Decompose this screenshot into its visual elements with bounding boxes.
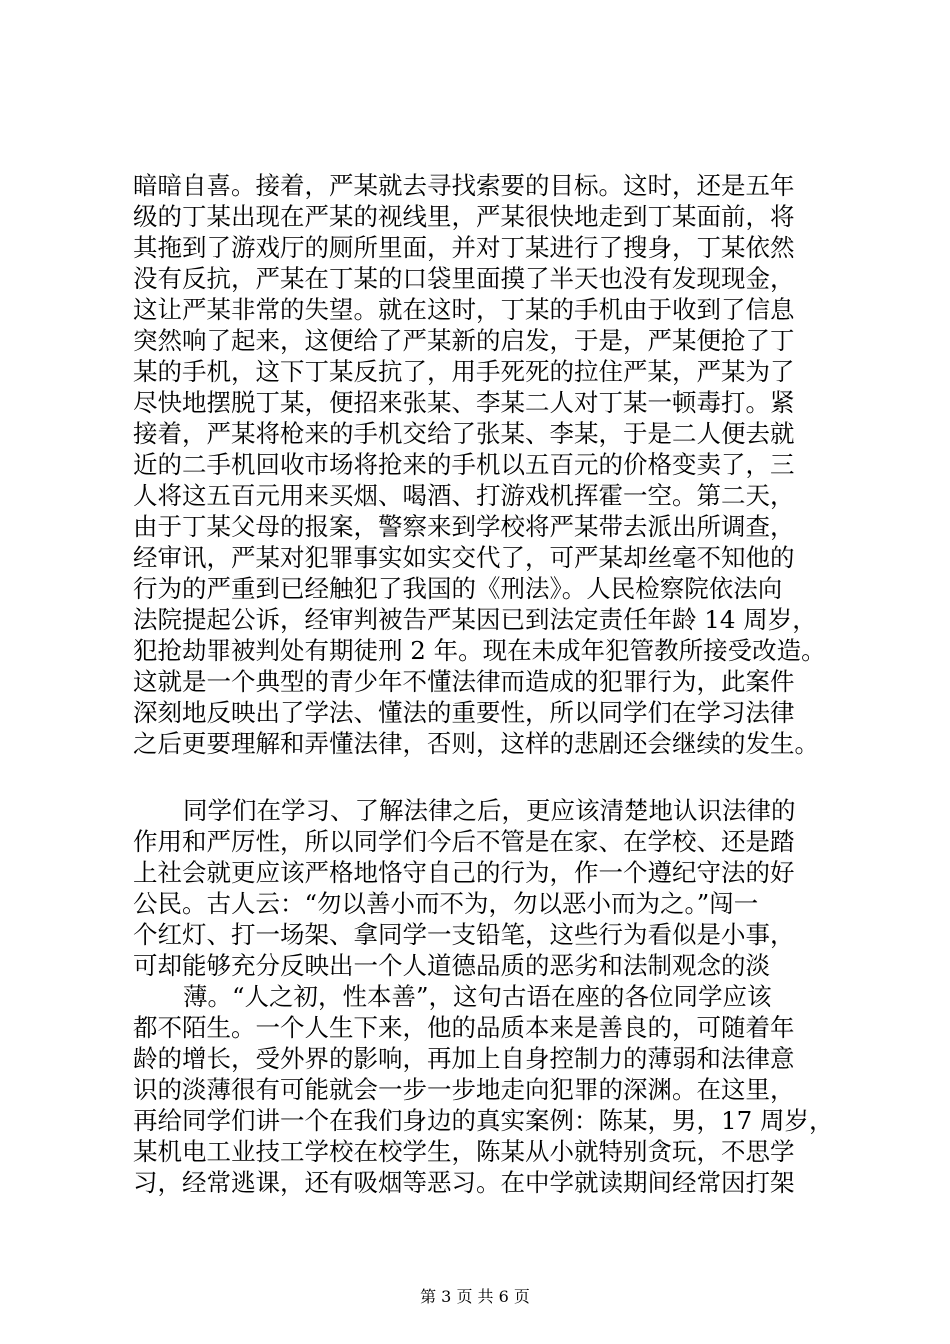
text-line: 可却能够充分反映出一个人道德品质的恶劣和法制观念的淡 — [133, 951, 770, 980]
text-line: 法院提起公诉，经审判被告严某因已到法定责任年龄 14 周岁， — [133, 605, 817, 634]
text-line: 某机电工业技工学校在校学生，陈某从小就特别贪玩，不思学 — [133, 1137, 795, 1166]
text-line: 这就是一个典型的青少年不懂法律而造成的犯罪行为，此案件 — [133, 667, 795, 696]
text-line: 近的二手机回收市场将抢来的手机以五百元的价格变卖了，三 — [133, 450, 795, 479]
paragraph-advice — [133, 795, 833, 981]
text-line: 习，经常逃课，还有吸烟等恶习。在中学就读期间经常因打架 — [133, 1168, 795, 1197]
text-line: 都不陌生。一个人生下来，他的品质本来是善良的，可随着年 — [133, 1013, 795, 1042]
text-line: 尽快地摆脱丁某，便招来张某、李某二人对丁某一顿毒打。紧 — [133, 388, 795, 417]
text-line: 上社会就更应该严格地恪守自己的行为，作一个遵纪守法的好 — [133, 858, 795, 887]
text-line: 暗暗自喜。接着，严某就去寻找索要的目标。这时，还是五年 — [133, 171, 795, 200]
text-line: 识的淡薄很有可能就会一步一步地走向犯罪的深渊。在这里， — [133, 1075, 795, 1104]
body-text — [133, 170, 833, 1198]
text-line: 个红灯、打一场架、拿同学一支铅笔，这些行为看似是小事， — [133, 920, 795, 949]
paragraph-spacer — [133, 759, 833, 795]
text-line: 犯抢劫罪被判处有期徒刑 2 年。现在未成年犯管教所接受改造。 — [133, 636, 826, 665]
page-number-footer: 第 3 页 共 6 页 — [420, 1287, 530, 1306]
text-line: 某的手机，这下丁某反抗了，用手死死的拉住严某，严某为了 — [133, 357, 795, 386]
text-line: 经审讯，严某对犯罪事实如实交代了，可严某却丝毫不知他的 — [133, 543, 795, 572]
text-line: 其拖到了游戏厅的厕所里面，并对丁某进行了搜身，丁某依然 — [133, 233, 795, 262]
text-line: 人将这五百元用来买烟、喝酒、打游戏机挥霍一空。第二天， — [133, 481, 795, 510]
text-line: 公民。古人云：“勿以善小而不为，勿以恶小而为之。”闯一 — [133, 889, 759, 918]
text-line: 没有反抗，严某在丁某的口袋里面摸了半天也没有发现现金， — [133, 264, 795, 293]
text-line: 同学们在学习、了解法律之后，更应该清楚地认识法律的 — [183, 796, 796, 825]
text-line: 再给同学们讲一个在我们身边的真实案例：陈某，男，17 周岁， — [133, 1106, 834, 1135]
text-line: 级的丁某出现在严某的视线里，严某很快地走到丁某面前，将 — [133, 202, 795, 231]
text-line: 龄的增长，受外界的影响，再加上自身控制力的薄弱和法律意 — [133, 1044, 795, 1073]
text-line: 深刻地反映出了学法、懂法的重要性，所以同学们在学习法律 — [133, 698, 795, 727]
text-line: 作用和严厉性，所以同学们今后不管是在家、在学校、还是踏 — [133, 827, 795, 856]
text-line: 接着，严某将枪来的手机交给了张某、李某，于是二人便去就 — [133, 419, 795, 448]
paragraph-case-story — [133, 170, 833, 759]
text-line: 行为的严重到已经触犯了我国的《刑法》。人民检察院依法向 — [133, 574, 783, 603]
text-line: 之后更要理解和弄懂法律，否则，这样的悲剧还会继续的发生。 — [133, 729, 819, 758]
text-line: 薄。“人之初，性本善”，这句古语在座的各位同学应该 — [183, 982, 772, 1011]
paragraph-second-case — [133, 981, 833, 1198]
text-line: 由于丁某父母的报案，警察来到学校将严某带去派出所调查， — [133, 512, 795, 541]
text-line: 突然响了起来，这便给了严某新的启发，于是，严某便抢了丁 — [133, 326, 795, 355]
text-line: 这让严某非常的失望。就在这时，丁某的手机由于收到了信息 — [133, 295, 795, 324]
